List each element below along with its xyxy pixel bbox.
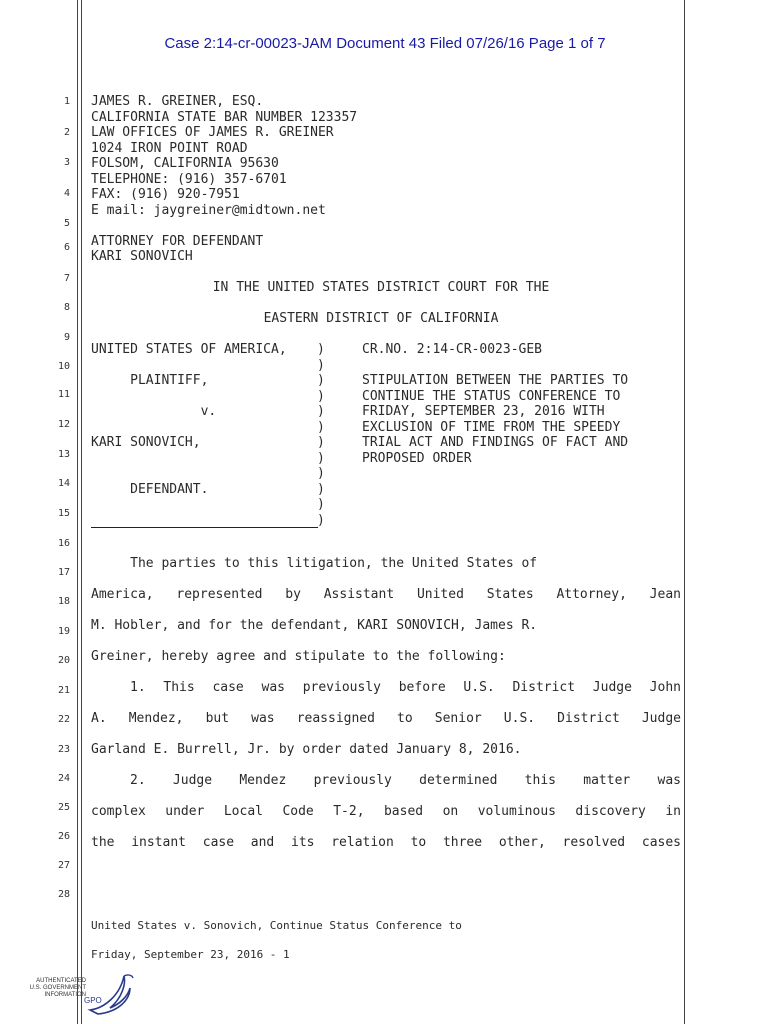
footer-line-2: Friday, September 23, 2016 - 1 <box>91 948 290 961</box>
body-line: America, represented by Assistant United States Attorney, Jean <box>91 587 681 602</box>
court-title: IN THE UNITED STATES DISTRICT COURT FOR THE <box>212 280 550 295</box>
line-number: 23 <box>57 744 70 755</box>
footer-line-1: United States v. Sonovich, Continue Status Conference to <box>91 919 462 932</box>
line-number: 12 <box>57 419 70 430</box>
body-line: Greiner, hereby agree and stipulate to the following: <box>91 649 506 664</box>
line-number: 20 <box>57 655 70 666</box>
line-number: 13 <box>57 449 70 460</box>
line-number: 28 <box>57 889 70 900</box>
caption-paren: ) <box>317 404 325 419</box>
line-number: 22 <box>57 714 70 725</box>
line-number: 2 <box>63 127 70 138</box>
margin-rule-left-1 <box>77 0 78 1024</box>
body-line: The parties to this litigation, the United States of <box>91 556 538 571</box>
case-header: Case 2:14-cr-00023-JAM Document 43 Filed 07/26/16 Page 1 of 7 <box>164 35 606 52</box>
line-number: 18 <box>57 596 70 607</box>
caption-paren: ) <box>317 481 325 497</box>
line-number: 27 <box>57 860 70 871</box>
line-number: 6 <box>63 242 70 253</box>
attorney-line: ATTORNEY FOR DEFENDANT <box>91 233 264 249</box>
attorney-line: E mail: jaygreiner@midtown.net <box>91 202 326 218</box>
line-number: 24 <box>57 773 70 784</box>
line-number: 4 <box>63 188 70 199</box>
line-number: 9 <box>63 332 70 343</box>
attorney-line: LAW OFFICES OF JAMES R. GREINER <box>91 125 334 140</box>
line-number: 1 <box>63 96 70 107</box>
line-number: 5 <box>63 218 70 229</box>
caption-paren: ) <box>317 419 325 435</box>
document-title-line: STIPULATION BETWEEN THE PARTIES TO <box>362 373 629 388</box>
caption-paren: ) <box>317 435 325 450</box>
line-number: 17 <box>57 567 70 578</box>
line-number: 8 <box>63 302 70 313</box>
line-number: 19 <box>57 626 70 637</box>
attorney-line: 1024 IRON POINT ROAD <box>91 140 248 156</box>
margin-rule-right <box>684 0 685 1024</box>
caption-paren: ) <box>317 342 325 357</box>
document-title-line: PROPOSED ORDER <box>362 450 472 466</box>
line-number: 25 <box>57 802 70 813</box>
caption-left-line: KARI SONOVICH, <box>91 435 201 450</box>
document-title-line: TRIAL ACT AND FINDINGS OF FACT AND <box>362 435 629 450</box>
line-number: 26 <box>57 831 70 842</box>
caption-paren: ) <box>317 512 325 528</box>
caption-paren: ) <box>317 388 325 404</box>
attorney-line: FOLSOM, CALIFORNIA 95630 <box>91 156 279 171</box>
eagle-icon <box>80 970 140 1020</box>
document-title-line: EXCLUSION OF TIME FROM THE SPEEDY <box>362 419 621 435</box>
margin-rule-left-2 <box>81 0 82 1024</box>
line-number: 15 <box>57 508 70 519</box>
caption-left-line: UNITED STATES OF AMERICA, <box>91 342 287 357</box>
document-title-line: FRIDAY, SEPTEMBER 23, 2016 WITH <box>362 404 605 419</box>
body-line: M. Hobler, and for the defendant, KARI SONOVICH, James R. <box>91 618 538 633</box>
caption-paren: ) <box>317 450 325 466</box>
body-line: 2. Judge Mendez previously determined this matter was <box>130 773 681 788</box>
line-number: 14 <box>57 478 70 489</box>
document-title-line: CONTINUE THE STATUS CONFERENCE TO <box>362 388 621 404</box>
seal-text-2: U.S. GOVERNMENT <box>29 985 86 991</box>
attorney-line: KARI SONOVICH <box>91 249 193 264</box>
caption-paren: ) <box>317 497 325 512</box>
caption-paren: ) <box>317 357 325 373</box>
seal-text-1: AUTHENTICATED <box>36 978 86 984</box>
caption-paren: ) <box>317 373 325 388</box>
caption-left-line: PLAINTIFF, <box>91 373 209 388</box>
body-line: complex under Local Code T-2, based on voluminous discovery in <box>91 804 681 819</box>
line-number: 3 <box>63 157 70 168</box>
attorney-line: CALIFORNIA STATE BAR NUMBER 123357 <box>91 109 358 125</box>
body-line: A. Mendez, but was reassigned to Senior U.S. District Judge <box>91 711 681 726</box>
court-district: EASTERN DISTRICT OF CALIFORNIA <box>263 311 499 326</box>
body-line: 1. This case was previously before U.S. District Judge John <box>130 680 681 695</box>
caption-underline <box>91 527 318 528</box>
seal-mark: GPO <box>84 996 102 1005</box>
gpo-authentication-seal <box>28 970 138 1020</box>
seal-text-3: INFORMATION <box>44 992 86 998</box>
line-number: 7 <box>63 273 70 284</box>
line-number: 11 <box>57 389 70 400</box>
line-number: 10 <box>57 361 70 372</box>
case-number: CR.NO. 2:14-CR-0023-GEB <box>362 342 543 357</box>
attorney-line: FAX: (916) 920-7951 <box>91 187 240 202</box>
caption-left-line: v. <box>91 404 217 419</box>
body-line: Garland E. Burrell, Jr. by order dated January 8, 2016. <box>91 742 522 757</box>
body-line: the instant case and its relation to three other, resolved cases <box>91 835 681 850</box>
caption-paren: ) <box>317 466 325 481</box>
attorney-line: JAMES R. GREINER, ESQ. <box>91 94 264 109</box>
caption-left-line: DEFENDANT. <box>91 481 209 497</box>
attorney-line: TELEPHONE: (916) 357-6701 <box>91 171 287 187</box>
line-number: 21 <box>57 685 70 696</box>
line-number: 16 <box>57 538 70 549</box>
